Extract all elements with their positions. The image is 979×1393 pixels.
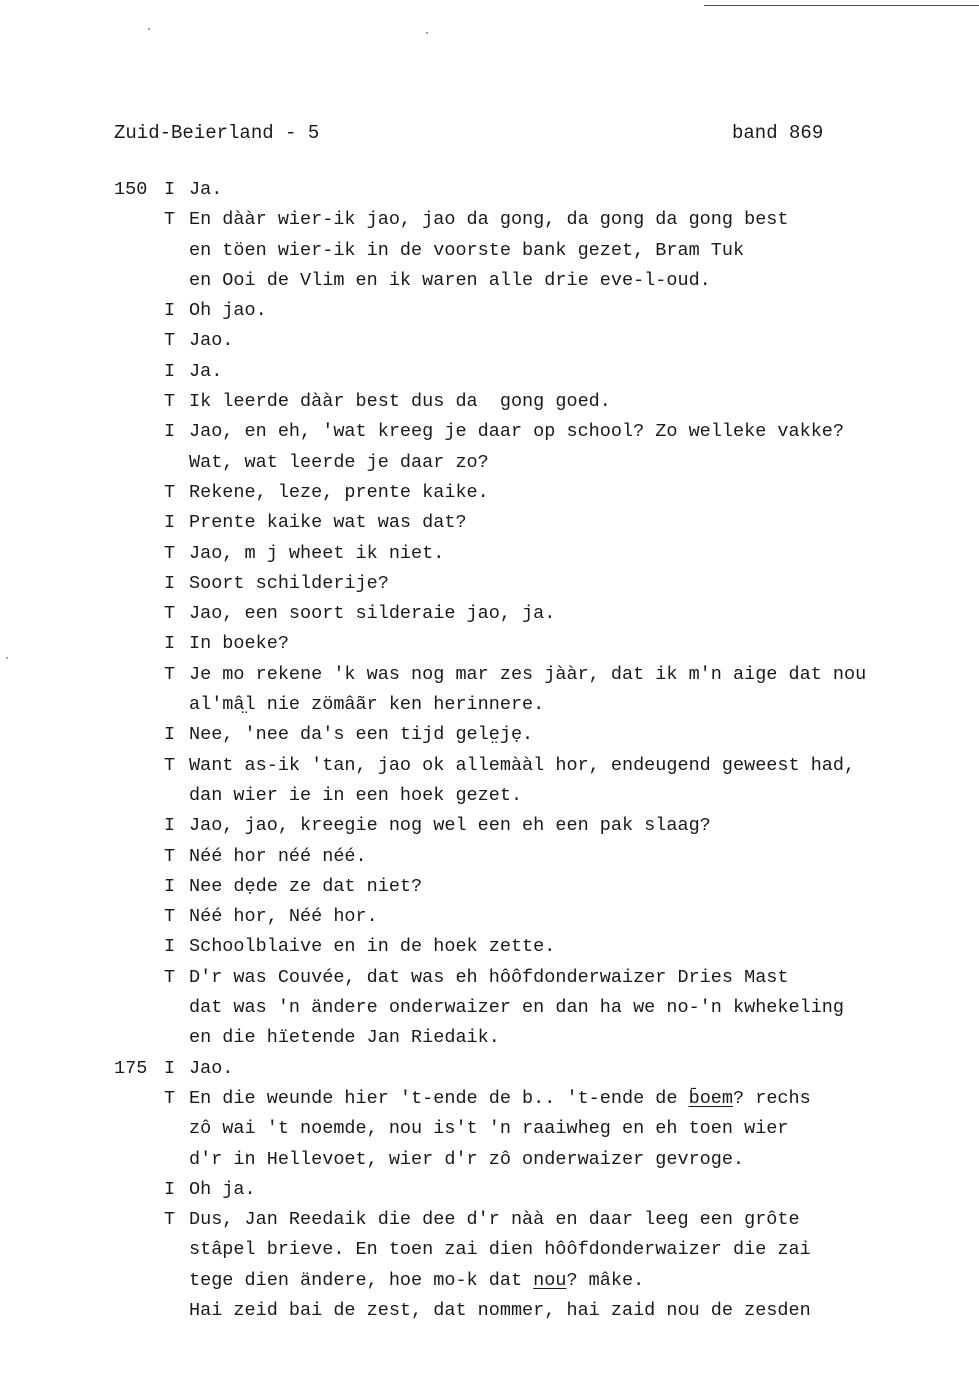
speaker-label: T [164,391,176,413]
underlined-word: b̄oem [688,1087,734,1109]
speaker-label: T [164,663,176,685]
speaker-label: T [164,542,176,564]
top-edge-rule [704,5,979,6]
transcript-line [0,902,979,932]
line-number: 175 [114,1057,148,1079]
utterance-fragment: tege dien ändere, hoe mo-k dat [189,1269,534,1291]
transcript-line [0,1114,979,1144]
utterance-text: Ja. [189,360,223,382]
utterance-fragment: En die weunde hier 't-ende de b.. 't-ende de [189,1087,689,1109]
transcript-line [0,1054,979,1084]
transcript-line [0,811,979,841]
line-number: 150 [114,179,148,200]
utterance-text: Oh ja. [189,1178,256,1200]
transcript-line [0,1084,979,1114]
transcript-line [0,357,979,387]
utterance-text: En dààr wier-ik jao, jao da gong, da gong da gong best [189,209,789,231]
utterance-text: Jao, jao, kreegie nog wel een eh een pak slaag? [189,815,711,837]
transcript-line [0,417,979,447]
scan-speck [148,28,150,30]
transcript-line [0,872,979,902]
utterance-text: Néé hor, Néé hor. [189,906,378,928]
scan-speck [426,32,428,34]
speaker-label: I [164,875,176,897]
transcript-line [0,993,979,1023]
transcript-line [0,1023,979,1053]
speaker-label: I [164,421,176,443]
utterance-text: Schoolblaive en in de hoek zette. [189,936,556,958]
utterance-text: en Ooi de Vlim en ik waren alle drie eve-l-oud. [189,269,711,291]
utterance-text: Nee dẹde ze dat niet? [189,875,423,897]
document-title: Zuid-Beierland - 5 [114,122,320,144]
utterance-text: Jao, een soort silderaie jao, ja. [189,603,556,625]
utterance-text: Jao, m j wheet ik niet. [189,542,445,564]
transcript-line [0,781,979,811]
transcript-line [0,448,979,478]
utterance-text: Nee, 'nee da's een tijd gele̤jẹ. [189,724,534,746]
transcript-line [0,175,979,205]
utterance-text: Rekene, leze, prente kaike. [189,481,489,503]
speaker-label: I [164,936,176,958]
utterance-text: Jao. [189,1057,234,1079]
underlined-word: nou [533,1269,567,1291]
transcript-line [0,1145,979,1175]
speaker-label: T [164,1209,176,1231]
utterance-text: dan wier ie in een hoek gezet. [189,784,523,806]
transcript-line [0,932,979,962]
transcript-line [0,508,979,538]
speaker-label: T [164,906,176,928]
band-number: band 869 [732,122,824,144]
utterance-text: stâpel brieve. En toen zai dien hôôfdonderwaizer die zai [189,1239,811,1261]
transcript-line [0,1266,979,1296]
speaker-label: T [164,209,176,231]
transcript-line [0,720,979,750]
utterance-fragment: ? mâke. [566,1269,645,1291]
utterance-text: Jao, en eh, 'wat kreeg je daar op school? Zo welleke vakke? [189,421,845,443]
utterance-text: D'r was Couvée, dat was eh hôôfdonderwaizer Dries Mast [189,966,789,988]
transcript-line [0,629,979,659]
speaker-label: T [164,330,176,352]
speaker-label: T [164,481,176,503]
transcript-line [0,1175,979,1205]
utterance-text: zô wai 't noemde, nou is't 'n raaiwheg en eh toen wier [189,1118,789,1140]
speaker-label: T [164,1087,176,1109]
speaker-label: T [164,754,176,776]
utterance-text: en die hïetende Jan Riedaik. [189,1027,500,1049]
utterance-text: Want as-ik 'tan, jao ok allemààl hor, endeugend geweest had, [189,754,856,776]
utterance-text [189,1084,811,1114]
speaker-label: I [164,1178,176,1200]
utterance-text: Néé hor néé néé. [189,845,367,867]
speaker-label: I [164,724,176,746]
transcript-line [0,387,979,417]
transcript-line [0,660,979,690]
transcript-line [0,963,979,993]
utterance-text: Jao. [189,330,234,352]
utterance-text: en töen wier-ik in de voorste bank gezet, Bram Tuk [189,239,745,261]
transcript [0,175,979,1326]
utterance-fragment: ? rechs [733,1087,811,1109]
speaker-label: T [164,603,176,625]
transcript-line [0,296,979,326]
speaker-label: I [164,179,176,200]
speaker-label: T [164,966,176,988]
speaker-label: I [164,572,176,594]
utterance-text: Ik leerde dààr best dus da gong goed. [189,391,611,413]
utterance-text: Je mo rekene 'k was nog mar zes jààr, dat ik m'n aige dat nou [189,663,867,685]
speaker-label: I [164,300,176,322]
transcript-line [0,326,979,356]
utterance-text: dat was 'n ändere onderwaizer en dan ha we no-'n kwhekeling [189,997,845,1019]
transcript-line [0,236,979,266]
transcript-line [0,690,979,720]
speaker-label: I [164,512,176,534]
utterance-text: Ja. [189,179,223,200]
transcript-line [0,1235,979,1265]
speaker-label: T [164,845,176,867]
transcript-line [0,842,979,872]
utterance-text: d'r in Hellevoet, wier d'r zô onderwaizer gevroge. [189,1148,745,1170]
speaker-label: I [164,360,176,382]
utterance-text: al'mâ̤l nie zömâãr ken herinnere. [189,694,545,716]
transcript-line [0,751,979,781]
transcript-line [0,1205,979,1235]
transcript-line [0,478,979,508]
speaker-label: I [164,815,176,837]
transcript-line [0,1296,979,1326]
transcript-line [0,569,979,599]
utterance-text: Wat, wat leerde je daar zo? [189,451,489,473]
transcript-line [0,539,979,569]
utterance-text: Soort schilderije? [189,572,389,594]
utterance-text: Hai zeid bai de zest, dat nommer, hai zaid nou de zesden [189,1299,811,1321]
utterance-text: Prente kaike wat was dat? [189,512,467,534]
transcript-line [0,205,979,235]
transcript-line [0,599,979,629]
utterance-text [189,1266,644,1296]
speaker-label: I [164,633,176,655]
utterance-text: In boeke? [189,633,289,655]
utterance-text: Oh jao. [189,300,267,322]
speaker-label: I [164,1057,176,1079]
utterance-text: Dus, Jan Reedaik die dee d'r nàà en daar leeg een grôte [189,1209,800,1231]
transcript-line [0,266,979,296]
